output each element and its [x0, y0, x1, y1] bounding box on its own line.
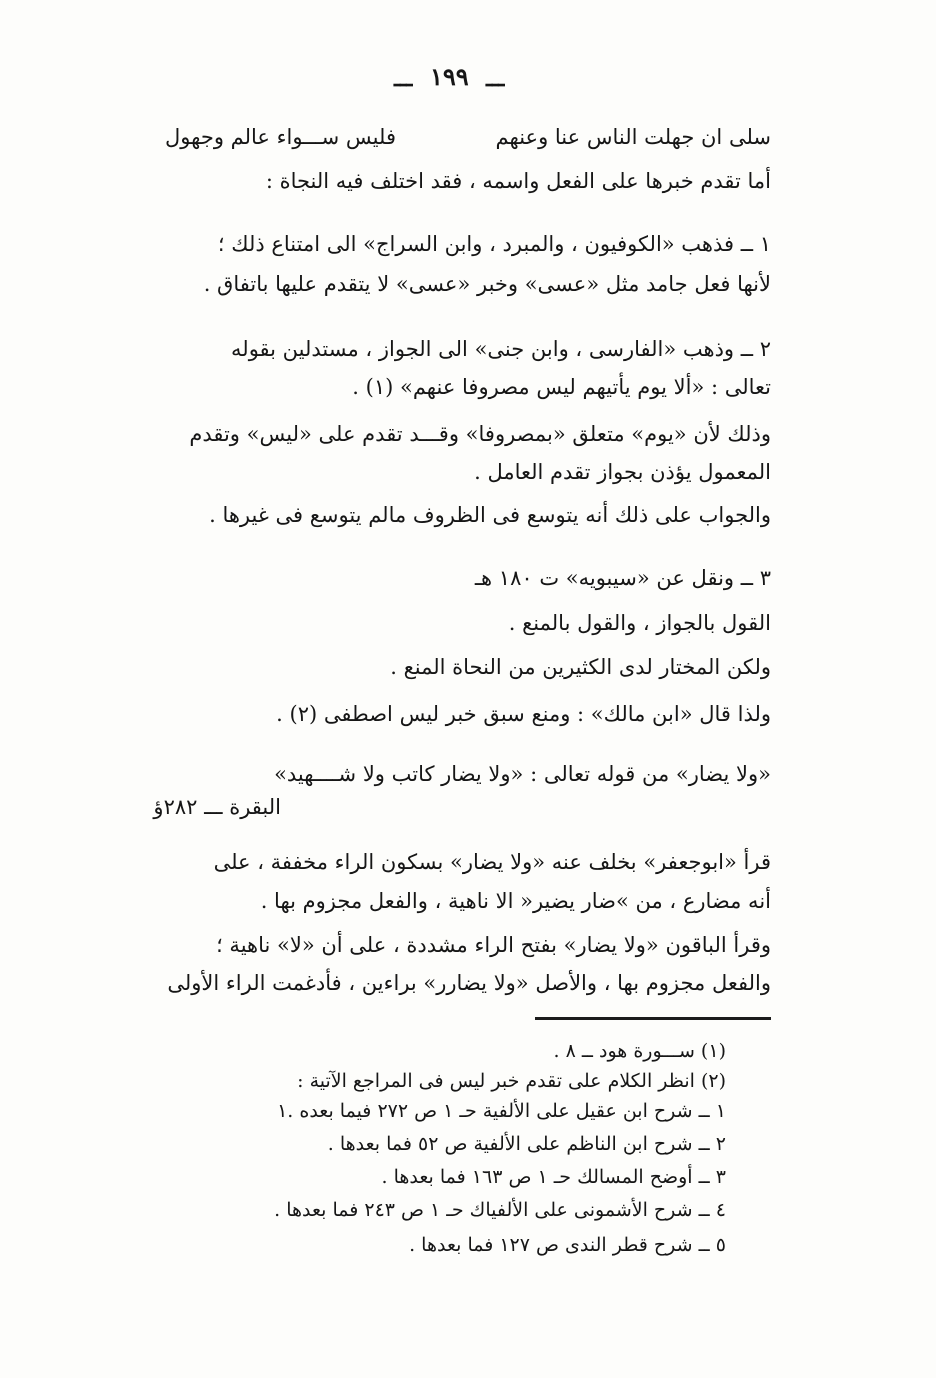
footnote-line: ٣ ــ أوضح المسالك حـ ١ ص ١٦٣ فما بعدها .: [381, 1166, 726, 1188]
paragraph-line: وقرأ الباقون «ولا يضار» بفتح الراء مشددة ، على أن «لا» ناهية ؛: [216, 933, 771, 957]
paragraph-line: لأنها فعل جامد مثل «عسى» وخبر «عسى» لا يتقدم عليها باتفاق .: [203, 272, 771, 296]
verse-reference: البقرة ـــ ٢٨٢ؤ: [153, 795, 281, 819]
verse-first-hemistich: سلى ان جهلت الناس عنا وعنهم: [495, 125, 771, 149]
footnote-separator: [535, 1017, 771, 1020]
paragraph-line: والفعل مجزوم بها ، والأصل «ولا يضارر» براءين ، فأدغمت الراء الأولى: [167, 971, 771, 995]
paragraph-line: ٣ ــ ونقل عن «سيبويه» ت ١٨٠ هـ: [474, 566, 771, 590]
footnote-line: (٢) انظر الكلام على تقدم خبر ليس فى المراجع الآتية :: [297, 1070, 726, 1092]
footnote-line: ٤ ــ شرح الأشمونى على الألفياك حـ ١ ص ٢٤٣ فما بعدها .: [274, 1199, 726, 1221]
verse-second-hemistich: فليس ســـواء عالم وجهول: [165, 125, 396, 149]
paragraph-line: ١ ــ فذهب «الكوفيون ، والمبرد ، وابن السراج» الى امتناع ذلك ؛: [217, 232, 771, 256]
footnote-line: (١) ســـورة هود ــ ٨ .: [553, 1040, 726, 1062]
footnote-line: ٥ ــ شرح قطر الندى ص ١٢٧ فما بعدها .: [409, 1234, 726, 1256]
paragraph-line: ٢ ــ وذهب «الفارسى ، وابن جنى» الى الجواز ، مستدلين بقوله: [231, 337, 771, 361]
paragraph-line: أما تقدم خبرها على الفعل واسمه ، فقد اختلف فيه النجاة :: [265, 169, 771, 193]
paragraph-line: أنه مضارع ، من »ضار يضير« الا ناهية ، والفعل مجزوم بها .: [260, 889, 771, 913]
header-dash-left: ـــ: [394, 66, 413, 91]
paragraph-line: القول بالجواز ، والقول بالمنع .: [508, 611, 771, 635]
footnote-line: ٢ ــ شرح ابن الناظم على الألفية ص ٥٢ فما بعدها .: [327, 1133, 726, 1155]
footnote-line: ١ ــ شرح ابن عقيل على الألفية حـ ١ ص ٢٧٢ فيما بعده .١: [277, 1100, 726, 1122]
header-dash-right: ـــ: [486, 66, 505, 91]
paragraph-line: المعمول يؤذن بجواز تقدم العامل .: [474, 460, 771, 484]
paragraph-line: تعالى : «ألا يوم يأتيهم ليس مصروفا عنهم» (١) .: [352, 375, 771, 399]
paragraph-line: ولذا قال «ابن مالك» : ومنع سبق خبر ليس اصطفى (٢) .: [276, 702, 771, 726]
paragraph-line: ولكن المختار لدى الكثيرين من النحاة المنع .: [390, 655, 771, 679]
paragraph-line: «ولا يضار» من قوله تعالى : «ولا يضار كاتب ولا شــــهيد»: [274, 762, 771, 786]
page-number: ١٩٩: [430, 62, 469, 91]
paragraph-line: والجواب على ذلك أنه يتوسع فى الظروف مالم يتوسع فى غيرها .: [209, 503, 771, 527]
paragraph-line: قرأ «ابوجعفر» بخلف عنه «ولا يضار» بسكون الراء مخففة ، على: [213, 850, 771, 874]
paragraph-line: وذلك لأن «يوم» متعلق «بمصروفا» وقـــد تقدم على «ليس» وتقدم: [189, 422, 771, 446]
